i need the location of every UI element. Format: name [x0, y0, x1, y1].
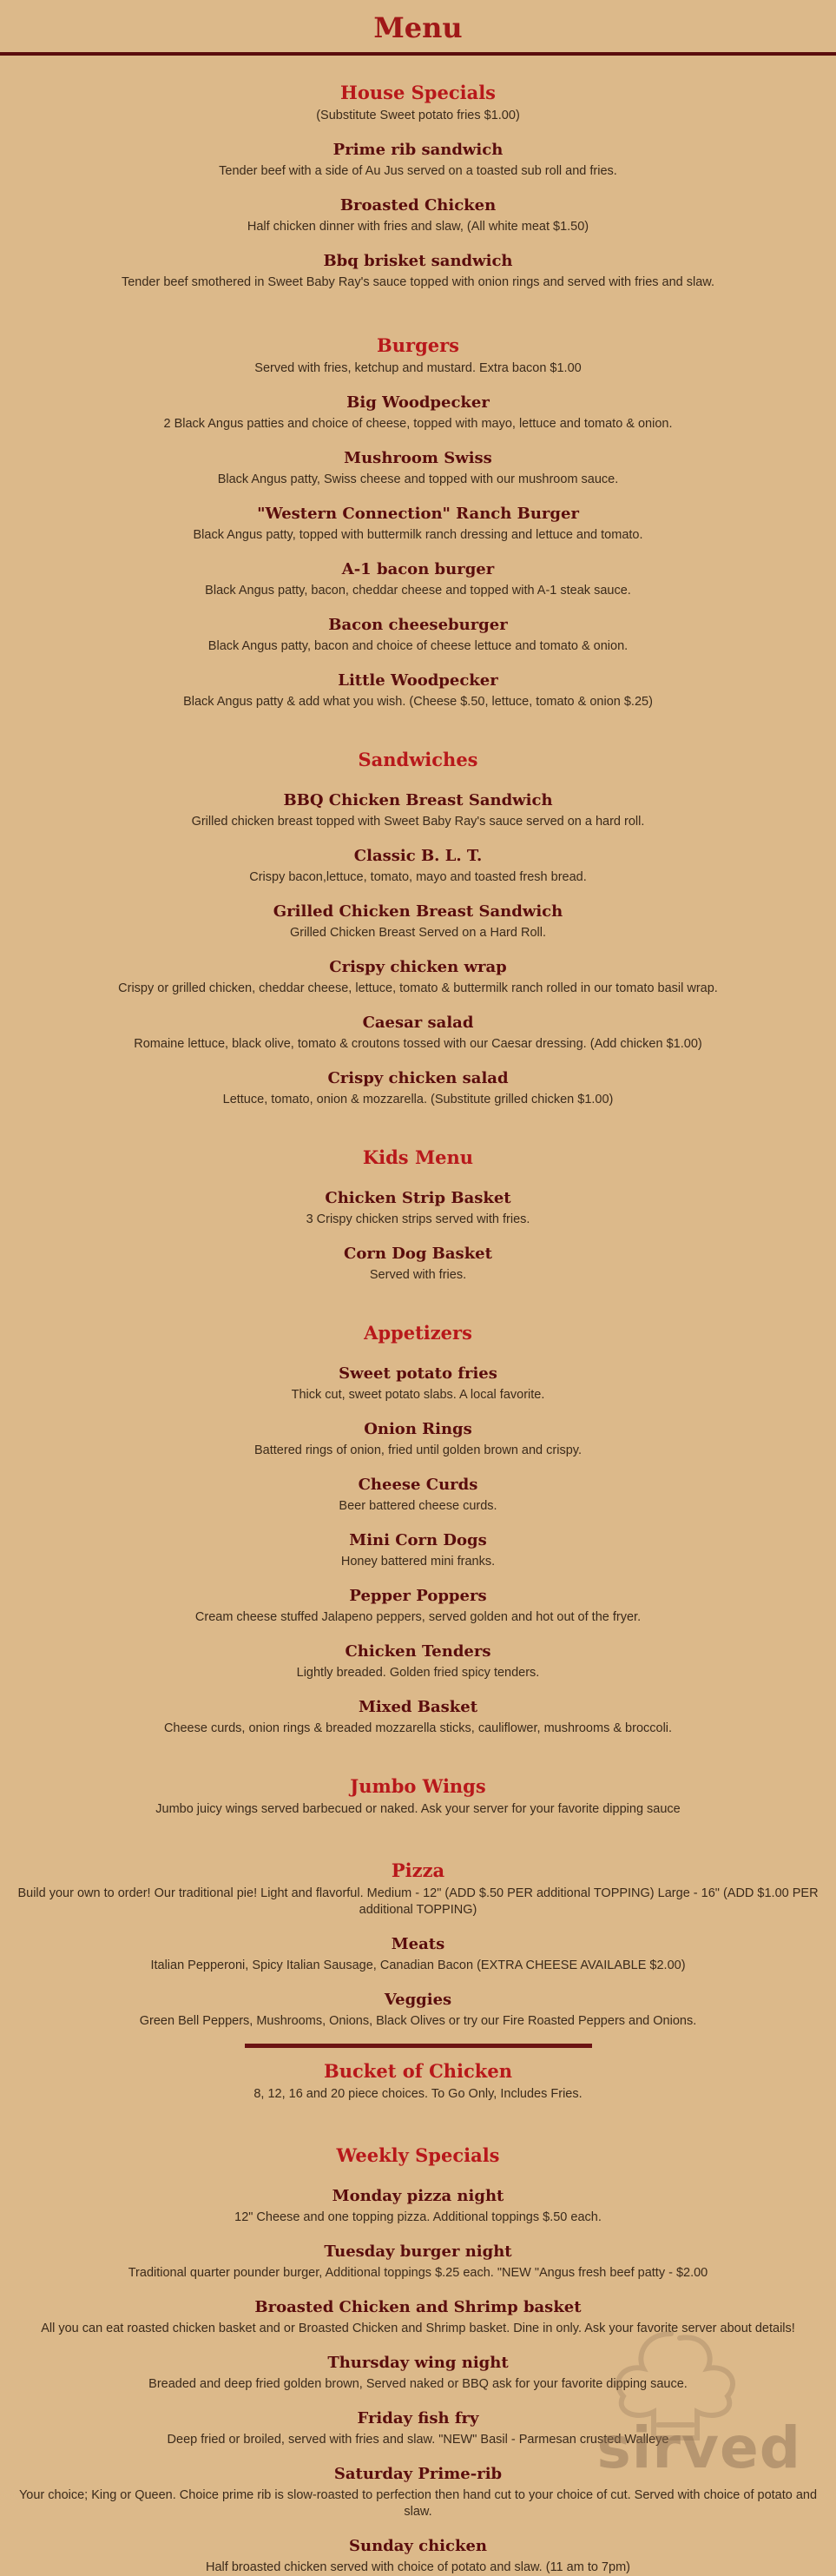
- section-burgers: [17, 334, 819, 710]
- section-pizza: [17, 1859, 819, 2030]
- item-description: Deep fried or broiled, served with fries and slaw. "NEW" Basil - Parmesan crusted Walleye: [167, 2433, 669, 2447]
- section-title: Jumbo Wings: [350, 1775, 486, 1797]
- item-name: Chicken Tenders: [345, 1642, 491, 1661]
- menu-item: [17, 1697, 819, 1737]
- item-name: Meats: [391, 1935, 445, 1953]
- menu-item: [17, 2353, 819, 2393]
- section-title: Burgers: [376, 334, 459, 356]
- section-title: Sandwiches: [358, 749, 478, 770]
- section-title: Appetizers: [364, 1322, 472, 1344]
- menu-item: [17, 1364, 819, 1404]
- item-description: Crispy bacon,lettuce, tomato, mayo and toasted fresh bread.: [249, 870, 587, 884]
- section-bucket-of-chicken: [17, 2060, 819, 2103]
- section-title: House Specials: [340, 82, 496, 103]
- menu-item: [17, 251, 819, 291]
- section-note: 8, 12, 16 and 20 piece choices. To Go Only, Includes Fries.: [253, 2087, 583, 2101]
- item-description: All you can eat roasted chicken basket and or Broasted Chicken and Shrimp basket. Dine in only. Ask your favorite server about details!: [41, 2322, 795, 2335]
- section-jumbo-wings: [17, 1775, 819, 1818]
- item-name: Little Woodpecker: [338, 671, 498, 690]
- item-name: Cheese Curds: [358, 1476, 478, 1494]
- menu-item: [17, 1990, 819, 2030]
- menu-item: [17, 2186, 819, 2226]
- title-divider: [0, 52, 836, 56]
- section-house-specials: [17, 82, 819, 291]
- item-name: Bacon cheeseburger: [328, 616, 508, 634]
- item-description: Your choice; King or Queen. Choice prime rib is slow-roasted to perfection then hand cut to your choice of cut. Served with choice of potato and slaw.: [18, 2488, 818, 2519]
- item-description: Beer battered cheese curds.: [339, 1499, 497, 1513]
- item-name: Friday fish fry: [357, 2409, 479, 2427]
- item-description: 2 Black Angus patties and choice of cheese, topped with mayo, lettuce and tomato & onion.: [163, 417, 673, 431]
- menu-item: [17, 957, 819, 997]
- item-description: Thick cut, sweet potato slabs. A local favorite.: [291, 1388, 545, 1402]
- item-description: Half broasted chicken served with choice of potato and slaw. (11 am to 7pm): [206, 2560, 630, 2574]
- item-name: Classic B. L. T.: [353, 847, 483, 865]
- item-description: Half chicken dinner with fries and slaw, (All white meat $1.50): [247, 220, 589, 234]
- section-kids-menu: [17, 1146, 819, 1284]
- menu-item: [17, 1530, 819, 1570]
- section-divider: [245, 2044, 592, 2048]
- item-description: 12" Cheese and one topping pizza. Additional toppings $.50 each.: [234, 2210, 602, 2224]
- section-note: Jumbo juicy wings served barbecued or naked. Ask your server for your favorite dipping sauce: [155, 1802, 681, 1816]
- menu-item: [17, 1419, 819, 1459]
- item-name: Thursday wing night: [327, 2354, 509, 2372]
- item-description: Honey battered mini franks.: [340, 1555, 496, 1569]
- item-name: Onion Rings: [364, 1420, 472, 1438]
- item-description: Green Bell Peppers, Mushrooms, Onions, Black Olives or try our Fire Roasted Peppers and Onions.: [139, 2014, 697, 2028]
- item-name: Crispy chicken salad: [327, 1069, 509, 1087]
- item-name: Corn Dog Basket: [344, 1245, 492, 1263]
- menu-item: [17, 2297, 819, 2337]
- menu-item: [17, 902, 819, 941]
- item-name: Monday pizza night: [332, 2187, 504, 2205]
- item-description: Breaded and deep fried golden brown, Served naked or BBQ ask for your favorite dipping sauce.: [148, 2377, 688, 2391]
- menu-item: [17, 1244, 819, 1284]
- item-description: Black Angus patty, bacon, cheddar cheese and topped with A-1 steak sauce.: [205, 584, 631, 598]
- item-name: Mushroom Swiss: [344, 449, 492, 467]
- menu-item: [17, 448, 819, 488]
- item-description: Cheese curds, onion rings & breaded mozzarella sticks, cauliflower, mushrooms & broccoli.: [163, 1721, 673, 1735]
- item-description: Tender beef smothered in Sweet Baby Ray's sauce topped with onion rings and served with fries and slaw.: [121, 275, 715, 289]
- menu-item: [17, 1641, 819, 1681]
- menu-item: [17, 846, 819, 886]
- item-description: Battered rings of onion, fried until golden brown and crispy.: [254, 1443, 582, 1457]
- menu-item: [17, 2242, 819, 2282]
- section-weekly-specials: [17, 2144, 819, 2576]
- section-title: Weekly Specials: [336, 2144, 500, 2166]
- item-name: Crispy chicken wrap: [329, 958, 507, 976]
- menu-item: [17, 504, 819, 544]
- section-note: Build your own to order! Our traditional pie! Light and flavorful. Medium - 12" (ADD $.50 PER additional TOPPING) Large - 16" (ADD $1.00 PER additional TOPPING): [17, 1886, 819, 1917]
- item-description: Black Angus patty, topped with buttermilk ranch dressing and lettuce and tomato.: [193, 528, 643, 542]
- item-description: Grilled chicken breast topped with Sweet Baby Ray's sauce served on a hard roll.: [191, 815, 645, 829]
- item-name: Sunday chicken: [348, 2537, 487, 2555]
- menu-item: [17, 1068, 819, 1108]
- section-appetizers: [17, 1322, 819, 1737]
- item-name: Mini Corn Dogs: [349, 1531, 487, 1549]
- item-name: "Western Connection" Ranch Burger: [257, 505, 579, 523]
- section-note: Served with fries, ketchup and mustard. Extra bacon $1.00: [254, 361, 582, 375]
- page-title: Menu: [373, 11, 463, 44]
- section-title: Pizza: [391, 1859, 445, 1881]
- menu-item: [17, 1013, 819, 1053]
- item-description: Crispy or grilled chicken, cheddar cheese, lettuce, tomato & buttermilk ranch rolled in our tomato basil wrap.: [118, 981, 718, 995]
- menu-item: [17, 140, 819, 180]
- item-name: Big Woodpecker: [346, 393, 490, 412]
- section-title: Kids Menu: [362, 1146, 474, 1168]
- item-name: A-1 bacon burger: [341, 560, 495, 578]
- menu-item: [17, 1934, 819, 1974]
- item-name: Saturday Prime-rib: [333, 2465, 503, 2483]
- watermark-logo-text: sirved: [596, 2414, 801, 2481]
- menu-item: [17, 1475, 819, 1515]
- menu-item: [17, 1188, 819, 1228]
- item-description: Tender beef with a side of Au Jus served on a toasted sub roll and fries.: [219, 164, 617, 178]
- item-description: Lettuce, tomato, onion & mozzarella. (Substitute grilled chicken $1.00): [222, 1093, 614, 1106]
- item-name: Veggies: [384, 1991, 452, 2009]
- item-name: Broasted Chicken and Shrimp basket: [254, 2298, 582, 2316]
- item-name: Grilled Chicken Breast Sandwich: [273, 902, 563, 921]
- item-name: Mixed Basket: [358, 1698, 478, 1716]
- item-description: 3 Crispy chicken strips served with fries.: [306, 1212, 530, 1226]
- item-description: Cream cheese stuffed Jalapeno peppers, served golden and hot out of the fryer.: [194, 1610, 642, 1624]
- item-name: BBQ Chicken Breast Sandwich: [283, 791, 553, 809]
- item-description: Lightly breaded. Golden fried spicy tenders.: [296, 1666, 540, 1680]
- menu-item: [17, 393, 819, 433]
- item-name: Prime rib sandwich: [332, 141, 504, 159]
- item-name: Tuesday burger night: [324, 2242, 512, 2261]
- item-description: Black Angus patty, bacon and choice of cheese lettuce and tomato & onion.: [207, 639, 629, 653]
- item-description: Served with fries.: [369, 1268, 467, 1282]
- item-name: Bbq brisket sandwich: [323, 252, 513, 270]
- menu-item: [17, 2536, 819, 2576]
- item-description: Traditional quarter pounder burger, Additional toppings $.25 each. "NEW "Angus fresh beef patty - $2.00: [128, 2266, 708, 2280]
- menu-item: [17, 559, 819, 599]
- item-description: Romaine lettuce, black olive, tomato & croutons tossed with our Caesar dressing. (Add chicken $1.00): [134, 1037, 702, 1051]
- item-name: Pepper Poppers: [349, 1587, 487, 1605]
- section-title: Bucket of Chicken: [323, 2060, 512, 2082]
- menu-item: [17, 790, 819, 830]
- section-note: (Substitute Sweet potato fries $1.00): [316, 109, 520, 122]
- item-name: Caesar salad: [362, 1014, 474, 1032]
- menu-item: [17, 195, 819, 235]
- item-description: Italian Pepperoni, Spicy Italian Sausage, Canadian Bacon (EXTRA CHEESE AVAILABLE $2.00): [150, 1958, 686, 1972]
- item-name: Sweet potato fries: [339, 1364, 497, 1383]
- item-description: Black Angus patty, Swiss cheese and topped with our mushroom sauce.: [217, 472, 619, 486]
- item-description: Black Angus patty & add what you wish. (Cheese $.50, lettuce, tomato & onion $.25): [183, 695, 653, 709]
- menu-item: [17, 670, 819, 710]
- item-description: Grilled Chicken Breast Served on a Hard Roll.: [290, 926, 546, 940]
- menu-item: [17, 615, 819, 655]
- item-name: Chicken Strip Basket: [325, 1189, 511, 1207]
- menu-content: [0, 82, 836, 2576]
- item-name: Broasted Chicken: [339, 196, 497, 215]
- menu-item: [17, 1586, 819, 1626]
- section-sandwiches: [17, 749, 819, 1108]
